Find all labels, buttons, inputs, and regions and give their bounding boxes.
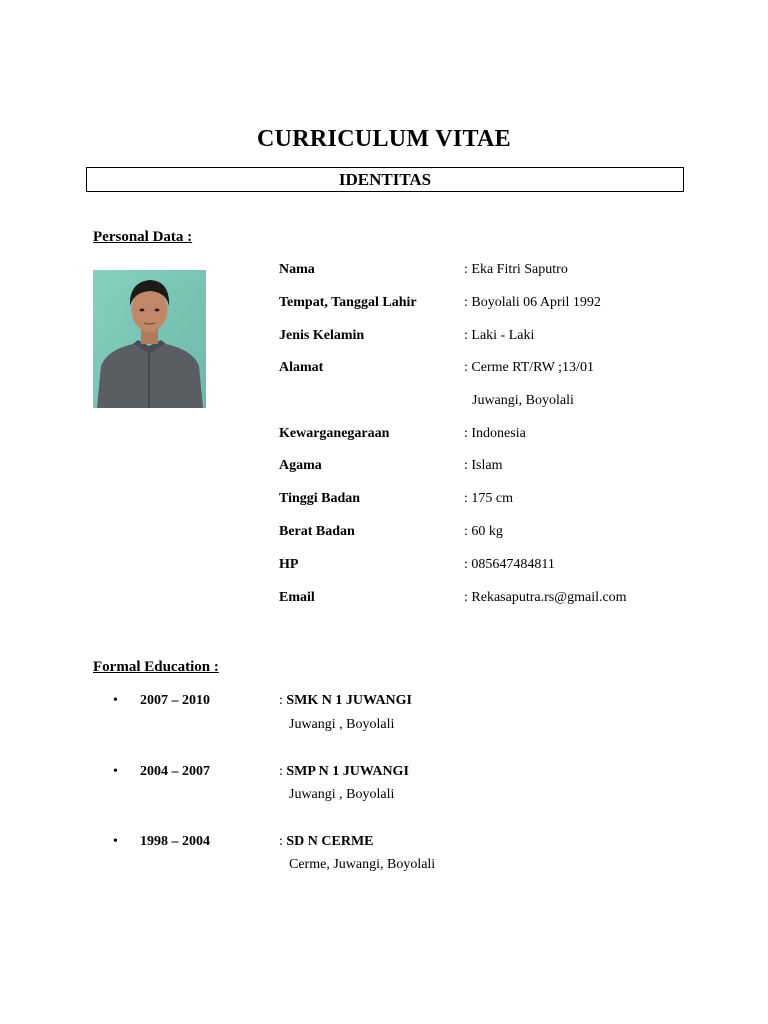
list-bullet: • — [113, 764, 118, 779]
value-tinggi-badan: : 175 cm — [464, 491, 513, 506]
label-jenis-kelamin: Jenis Kelamin — [279, 328, 365, 343]
education-years: 2007 – 2010 — [140, 693, 210, 708]
formal-education-heading: Formal Education : — [93, 659, 219, 675]
label-tinggi-badan: Tinggi Badan — [279, 491, 361, 506]
label-berat-badan: Berat Badan — [279, 524, 355, 539]
value-agama: : Islam — [464, 458, 503, 473]
value-alamat-line2: Juwangi, Boyolali — [472, 393, 574, 408]
education-years: 1998 – 2004 — [140, 834, 210, 849]
education-place: Juwangi , Boyolali — [289, 717, 395, 732]
value-alamat: : Cerme RT/RW ;13/01 — [464, 360, 594, 375]
label-tempat-tanggal-lahir: Tempat, Tanggal Lahir — [279, 295, 417, 310]
personal-data-heading: Personal Data : — [93, 229, 193, 245]
list-bullet: • — [113, 834, 118, 849]
education-colon: : — [279, 693, 287, 708]
list-bullet: • — [113, 693, 118, 708]
education-place: Cerme, Juwangi, Boyolali — [289, 857, 436, 872]
education-school — [279, 693, 412, 709]
value-kewarganegaraan: : Indonesia — [464, 426, 526, 441]
identitas-header: IDENTITAS — [86, 167, 684, 192]
education-colon: : — [279, 764, 287, 779]
label-agama: Agama — [279, 458, 322, 473]
value-tempat-tanggal-lahir: : Boyolali 06 April 1992 — [464, 295, 601, 310]
education-school — [279, 764, 409, 780]
education-years: 2004 – 2007 — [140, 764, 210, 779]
education-school-name: SD N CERME — [286, 834, 374, 849]
value-jenis-kelamin: : Laki - Laki — [464, 328, 535, 343]
label-nama: Nama — [279, 262, 315, 277]
education-place: Juwangi , Boyolali — [289, 787, 395, 802]
education-school-name: SMP N 1 JUWANGI — [286, 764, 409, 779]
label-email: Email — [279, 590, 315, 605]
education-school-name: SMK N 1 JUWANGI — [286, 693, 413, 708]
value-email: : Rekasaputra.rs@gmail.com — [464, 590, 627, 605]
label-kewarganegaraan: Kewarganegaraan — [279, 426, 390, 441]
education-school — [279, 834, 374, 850]
value-berat-badan: : 60 kg — [464, 524, 503, 539]
label-hp: HP — [279, 557, 299, 572]
label-alamat: Alamat — [279, 360, 324, 375]
value-nama: : Eka Fitri Saputro — [464, 262, 568, 277]
value-hp: : 085647484811 — [464, 557, 555, 572]
cv-title: CURRICULUM VITAE — [257, 126, 511, 152]
education-colon: : — [279, 834, 287, 849]
profile-photo — [93, 270, 206, 408]
